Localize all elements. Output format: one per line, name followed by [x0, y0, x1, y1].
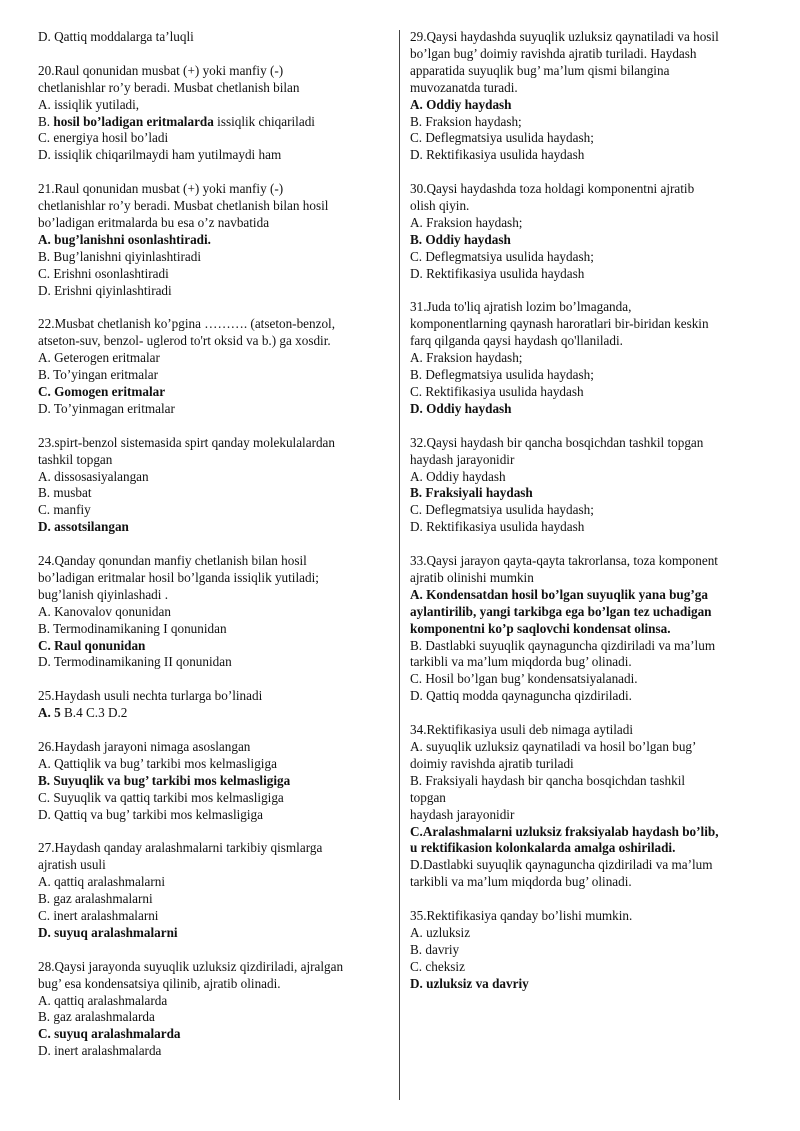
correct-answer: u rektifikasion kolonkalarda amalga oshiriladi.: [410, 840, 676, 856]
question-line: atseton-suv, benzol- uglerod to'rt oksid va b.) ga xosdir.: [38, 333, 331, 349]
question-line: B. gaz aralashmalarda: [38, 1009, 155, 1025]
left-column: [38, 29, 388, 1077]
question-line: topgan: [410, 789, 446, 805]
question-q28: [38, 959, 388, 1060]
question-line: C. Deflegmatsiya usulida haydash;: [410, 502, 594, 518]
question-q27: [38, 840, 388, 941]
question-line: A. issiqlik yutiladi,: [38, 96, 140, 112]
question-line: ajratish usuli: [38, 857, 106, 873]
correct-answer: aylantirilib, yangi tarkibga ega bo’lgan tez uchadigan: [410, 603, 712, 619]
correct-answer: komponentni ko’p saqlovchi kondensat olinsa.: [410, 620, 671, 636]
question-line: haydash jarayonidir: [410, 451, 515, 467]
question-line: C. cheksiz: [410, 958, 465, 974]
question-line: A. qattiq aralashmalarda: [38, 992, 168, 1008]
question-q35: [410, 908, 765, 993]
correct-answer-text: A. 5: [38, 705, 61, 721]
question-line: B. Deflegmatsiya usulida haydash;: [410, 367, 594, 383]
question-line: 34.Rektifikasiya usuli deb nimaga aytiladi: [410, 722, 634, 738]
question-line: D. inert aralashmalarda: [38, 1043, 162, 1059]
question-line: 30.Qaysi haydashda toza holdagi komponentni ajratib: [410, 181, 695, 197]
question-line: D. Qattiq va bug’ tarkibi mos kelmasligiga: [38, 806, 263, 822]
question-q29: [410, 29, 765, 164]
question-line: muvozanatda turadi.: [410, 79, 518, 95]
line-suffix: B.4 C.3 D.2: [60, 705, 128, 721]
question-line: 27.Haydash qanday aralashmalarni tarkibiy qismlarga: [38, 840, 323, 856]
question-line: bo’ladigan eritmalarda bu esa o’z navbatida: [38, 214, 270, 230]
question-line: 21.Raul qonunidan musbat (+) yoki manfiy (-): [38, 181, 284, 197]
question-line: D. To’yinmagan eritmalar: [38, 400, 175, 416]
question-q22: [38, 316, 388, 417]
question-q32: [410, 435, 765, 536]
question-line: A. Fraksion haydash;: [410, 214, 523, 230]
question-line: 35.Rektifikasiya qanday bo’lishi mumkin.: [410, 908, 633, 924]
question-line: C. inert aralashmalarni: [38, 908, 159, 923]
question-line: D. Rektifikasiya usulida haydash: [410, 519, 585, 535]
question-line: C. Deflegmatsiya usulida haydash;: [410, 130, 594, 146]
question-q23: [38, 435, 388, 536]
question-line: 22.Musbat chetlanish ko’pgina ………. (atseton-benzol,: [38, 316, 336, 332]
question-line: D.Dastlabki suyuqlik qaynaguncha qizdiriladi va ma’lum: [410, 857, 713, 873]
question-line: olish qiyin.: [410, 198, 470, 214]
question-line: A. qattiq aralashmalarni: [38, 874, 166, 890]
question-q21: [38, 181, 388, 299]
question-line: A. Oddiy haydash: [410, 468, 506, 484]
line-prefix: B.: [38, 113, 54, 129]
correct-answer-text: hosil bo’ladigan eritmalarda: [53, 113, 214, 129]
line-suffix: issiqlik chiqariladi: [213, 113, 315, 129]
correct-answer: B. Oddiy haydash: [410, 231, 511, 247]
question-line: tashkil topgan: [38, 451, 113, 467]
question-line: 24.Qanday qonundan manfiy chetlanish bilan hosil: [38, 553, 307, 569]
question-q34: [410, 722, 765, 891]
question-line: A. dissosasiyalangan: [38, 468, 149, 484]
question-line: D. Qattiq modda qaynaguncha qizdiriladi.: [410, 688, 632, 704]
correct-answer: D. uzluksiz va davriy: [410, 975, 529, 991]
question-line: A. suyuqlik uzluksiz qaynatiladi va hosil bo’lgan bug’: [410, 738, 697, 754]
question-line: tarkibli va ma’lum miqdorda bug’ olinadi.: [410, 654, 632, 670]
question-line: bug’lanish qiyinlashadi .: [38, 586, 169, 602]
question-line: farq qilganda qaysi haydash qo'llaniladi.: [410, 333, 623, 349]
question-line: ajratib olinishi mumkin: [410, 569, 534, 585]
question-line: B. Fraksion haydash;: [410, 113, 522, 129]
correct-answer: C.Aralashmalarni uzluksiz fraksiyalab haydash bo’lib,: [410, 823, 719, 839]
question-q24: [38, 553, 388, 671]
correct-answer: A. bug’lanishni osonlashtiradi.: [38, 231, 211, 247]
question-line: 29.Qaysi haydashda suyuqlik uzluksiz qaynatiladi va hosil: [410, 29, 719, 44]
question-q31: [410, 299, 765, 417]
correct-answer: B. Suyuqlik va bug’ tarkibi mos kelmasligiga: [38, 772, 291, 788]
correct-answer: C. Gomogen eritmalar: [38, 383, 166, 399]
question-q19: [38, 29, 388, 46]
correct-answer: D. assotsilangan: [38, 519, 129, 535]
question-line: D. Rektifikasiya usulida haydash: [410, 265, 585, 281]
question-line: 20.Raul qonunidan musbat (+) yoki manfiy (-): [38, 62, 284, 78]
question-line: A. Geterogen eritmalar: [38, 350, 160, 366]
question-line: [38, 114, 388, 131]
question-line: C. Rektifikasiya usulida haydash: [410, 384, 584, 399]
question-line: B. gaz aralashmalarni: [38, 891, 153, 907]
question-line: A. Qattiqlik va bug’ tarkibi mos kelmasligiga: [38, 755, 277, 771]
question-line: D. Qattiq moddalarga ta’luqli: [38, 29, 194, 44]
question-line: C. Suyuqlik va qattiq tarkibi mos kelmasligiga: [38, 789, 284, 805]
question-line: 31.Juda to'liq ajratish lozim bo’lmaganda,: [410, 299, 632, 315]
question-q26: [38, 739, 388, 824]
correct-answer: A. Kondensatdan hosil bo’lgan suyuqlik yana bug’ga: [410, 586, 708, 602]
question-line: 25.Haydash usuli nechta turlarga bo’linadi: [38, 688, 263, 704]
question-line: apparatida suyuqlik bug’ ma’lum qismi bilangina: [410, 62, 670, 78]
question-line: 32.Qaysi haydash bir qancha bosqichdan tashkil topgan: [410, 434, 704, 450]
question-line: D. Erishni qiyinlashtiradi: [38, 282, 172, 298]
question-line: bug’ esa kondensatsiya qilinib, ajratib olinadi.: [38, 975, 281, 991]
question-line: A. uzluksiz: [410, 924, 471, 940]
question-line: 26.Haydash jarayoni nimaga asoslangan: [38, 738, 251, 754]
question-line: C. energiya hosil bo’ladi: [38, 130, 169, 146]
question-line: C. manfiy: [38, 502, 91, 518]
question-line: A. Kanovalov qonunidan: [38, 603, 171, 619]
question-line: bo’lgan bug’ doimiy ravishda ajratib turiladi. Haydash: [410, 45, 697, 61]
question-line: B. davriy: [410, 941, 460, 957]
question-line: A. Fraksion haydash;: [410, 350, 523, 366]
question-line: D. Rektifikasiya usulida haydash: [410, 147, 585, 163]
question-line: 23.spirt-benzol sistemasida spirt qanday molekulalardan: [38, 434, 336, 450]
question-line: B. To’yingan eritmalar: [38, 367, 159, 383]
question-line: B. musbat: [38, 485, 92, 501]
question-line: C. Hosil bo’lgan bug’ kondensatsiyalanadi.: [410, 671, 638, 687]
question-line: [38, 705, 388, 722]
question-line: komponentlarning qaynash haroratlari bir-biridan keskin: [410, 316, 709, 332]
correct-answer: C. Raul qonunidan: [38, 637, 146, 653]
question-line: haydash jarayonidir: [410, 806, 515, 822]
question-line: B. Termodinamikaning I qonunidan: [38, 620, 227, 636]
question-line: B. Dastlabki suyuqlik qaynaguncha qizdiriladi va ma’lum: [410, 637, 716, 653]
correct-answer: D. Oddiy haydash: [410, 400, 512, 416]
question-line: D. issiqlik chiqarilmaydi ham yutilmaydi ham: [38, 147, 282, 163]
question-line: doimiy ravishda ajratib turiladi: [410, 755, 574, 771]
correct-answer: D. suyuq aralashmalarni: [38, 924, 178, 940]
question-line: C. Erishni osonlashtiradi: [38, 265, 169, 281]
question-q33: [410, 553, 765, 705]
correct-answer: B. Fraksiyali haydash: [410, 485, 533, 501]
question-line: B. Fraksiyali haydash bir qancha bosqichdan tashkil: [410, 772, 686, 788]
question-line: chetlanishlar ro’y beradi. Musbat chetlanish bilan hosil: [38, 198, 329, 214]
question-line: tarkibli va ma’lum miqdorda bug’ olinadi.: [410, 874, 632, 890]
right-column: [410, 29, 765, 1009]
question-line: bo’ladigan eritmalar hosil bo’lganda issiqlik yutiladi;: [38, 569, 319, 585]
question-q30: [410, 181, 765, 282]
correct-answer: C. suyuq aralashmalarda: [38, 1026, 181, 1042]
correct-answer: A. Oddiy haydash: [410, 96, 512, 112]
question-line: chetlanishlar ro’y beradi. Musbat chetlanish bilan: [38, 79, 300, 95]
question-line: B. Bug’lanishni qiyinlashtiradi: [38, 248, 202, 264]
question-q25: [38, 688, 388, 722]
column-divider: [399, 30, 400, 1100]
question-line: 33.Qaysi jarayon qayta-qayta takrorlansa, toza komponent: [410, 553, 718, 569]
question-line: D. Termodinamikaning II qonunidan: [38, 654, 232, 670]
question-line: C. Deflegmatsiya usulida haydash;: [410, 248, 594, 264]
question-q20: [38, 63, 388, 164]
question-line: 28.Qaysi jarayonda suyuqlik uzluksiz qizdiriladi, ajralgan: [38, 958, 344, 974]
